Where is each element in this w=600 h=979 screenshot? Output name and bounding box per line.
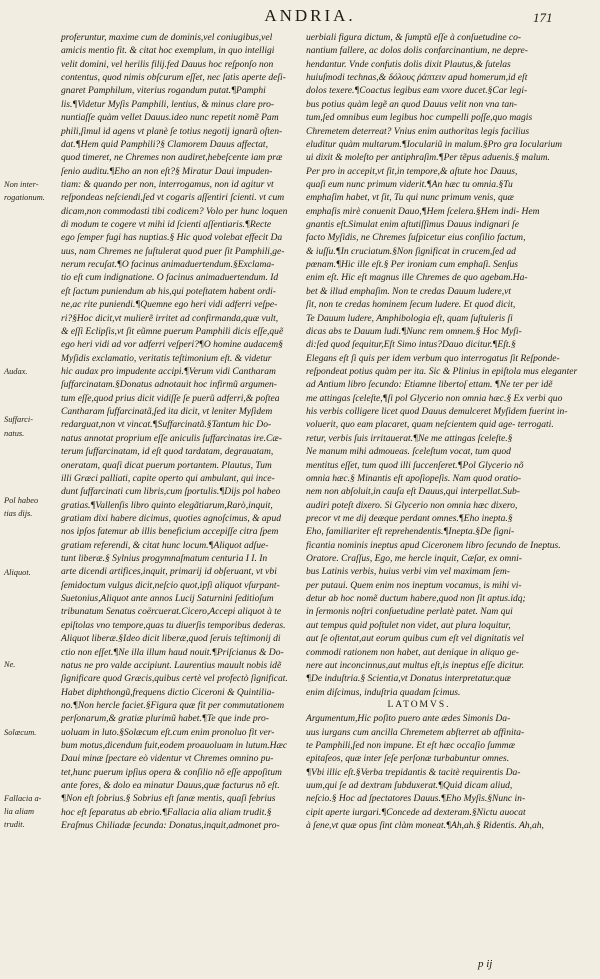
text-line: uoluam in luto.§Solæcum eſt.cum enim pronoluo fit ver-: [61, 726, 275, 738]
text-line: dunt ſuffarcinati cum libris,cum ſportulis.¶Dijs pol habeo: [61, 486, 281, 498]
text-line: neſcio.§ Hoc ad ſpectatores Dauus.¶Eho Myſis.§Nunc in-: [306, 793, 526, 805]
text-line: facto Myſidis, ne Chremes ſuſpicetur eius conſilio factum,: [306, 232, 526, 244]
text-line: Cantharam ſuffarcinatã,ſed ita dicit, vt leniter Myſidem: [61, 406, 273, 418]
margin-note: Solæcum.: [4, 728, 37, 738]
text-line: precor vt me dij deæque perdant omnes.¶Eho inepta.§: [306, 512, 513, 524]
text-line: natus ne pro valde accipiunt. Laurentius mauult nobis idẽ: [61, 659, 282, 671]
text-line: bet & illud emphaſim. Non te credas Dauum ludere,vt: [306, 285, 512, 297]
text-line: Habet diphthongũ,frequens dictio Ciceroni & Quintilia-: [61, 686, 275, 698]
text-line: ego ſemper fugi has nuptias.§ Hic quod volebat effecit Da: [61, 232, 283, 244]
margin-note: Suffarci-: [4, 415, 33, 425]
text-line: Oratore. Craſſus, Ego, me hercle inquit, Cæſar, ex omni-: [306, 553, 522, 565]
text-line: dat.¶Hem quid Pamphili?§ Clamorem Dauus affectat,: [61, 138, 268, 150]
page-number: 171: [533, 10, 553, 25]
running-title: ANDRIA.: [264, 6, 356, 25]
text-line: no.¶Non hercle faciet.§Figura quæ fit per commutationem: [61, 699, 285, 711]
text-line: lis.¶Videtur Myſis Pamphili, lentius, & minus clare pro-: [61, 98, 275, 110]
text-line: aut tempus quid poſtulet non videt, aut plura loquitur,: [306, 619, 511, 631]
text-line: epitaſeos, quæ inter ſeſe perſonæ turbabuntur omnes.: [306, 753, 510, 765]
text-line: perſonarum,& gratiæ plurimũ habet.¶Te que inde pro-: [61, 713, 269, 725]
text-line: Myſidis exclamatio, veritatis teſtimonium eſt. & videtur: [61, 352, 272, 364]
text-line: ſenio auditu.¶Eho an non eſt?§ Miratur Daui impuden-: [61, 165, 273, 177]
text-line: commodi rationem non habet, aut denique in aliquo ge-: [306, 646, 519, 658]
text-line: & eſſi Eclipſis,vt ſit eũmne puerum Pamphili dicis eſſe,quẽ: [61, 325, 284, 337]
text-line: epiſtolas vno tempore,quas tu diuerſis temporibus dederas.: [61, 619, 286, 631]
text-line: ſuffarcinatam.§Donatus adnotauit hoc infirmũ argumen-: [61, 379, 277, 391]
text-line: velit domini, vel herilis filij.fed Dauus hoc reſponſo non: [61, 58, 274, 70]
section-heading: LATOMVS.: [387, 699, 451, 710]
text-line: Elegans eſt ſi quis per idem verbum quo interrogatus ſit Reſponde-: [306, 352, 560, 364]
text-line: redarguat,non vt vincat.¶Suffarcinatã.§Tantum hic Do-: [61, 419, 272, 431]
text-line: tiam: & quando per non, interrogamus, non id agitur vt: [61, 178, 274, 190]
text-line: nuntiaſſe quàm vellet Dauus.ideo nunc repetit nomẽ Pam: [61, 112, 279, 124]
text-line: enim eſt. Hic eſt magnus ille Chremes de quo agebam.Ha-: [306, 272, 528, 284]
text-line: voluerit, quo eam placaret, quam neſcientem quid age- terrogati.: [306, 419, 554, 431]
text-line: uus iurgans cum ancilla Chremetem abſterret ab affinita-: [306, 726, 525, 738]
text-line: eſt ſactum puniendum ab his,qui poteſtatem habent ordi-: [61, 285, 276, 297]
text-line: enim diſcimus, induſtria quadam ſcimus.: [306, 686, 461, 698]
right-text-column: [306, 31, 578, 833]
text-line: tio eſt cum indignatione. O facinus animaduertendum. Id: [61, 272, 279, 284]
text-line: uerbiali figura dictum, & ſumptũ eſſe à conſuetudine co-: [306, 32, 522, 43]
text-line: hendantur. Vnde confutis dolis dixit Plautus,& ſutelas: [306, 58, 511, 70]
text-line: detur ab hoc nomẽ ductum habere,quod non ſit aptus.idq;: [306, 593, 526, 605]
text-line: à ſene,vt quæ opus ſint clàm moneat.¶Ah,ah.§ Ridentis. Ah,ah,: [306, 820, 544, 832]
text-line: ficantia nominis ineptus apud Ciceronem libro ſecundo de Ineptus.: [306, 539, 561, 551]
text-line: natus annotat proprium eſſe aniculis ſuffarcinatas ire.Cæ-: [61, 432, 282, 444]
text-line: di:ſed quod ſequitur,Eſt Simo intus?Dauo dicitur.¶Eſt.§: [306, 339, 516, 351]
text-line: emphaſis mirè conuenit Dauo,¶Hem ſcelera.§Hem indi- Hem: [306, 205, 540, 217]
text-line: retur, verbis ſuis irritauerat.¶Ne me attingas ſceleſte.§: [306, 432, 513, 444]
text-line: tet,hunc puerum ipſius opera & conſilio nõ eſſe appoſitum: [61, 766, 282, 778]
margin-note: Aliquot.: [4, 567, 31, 577]
text-line: gratiam dixi habere dicimus, quoties agnoſcimus, & apud: [61, 512, 282, 524]
text-line: hic audax pro impudente accipi.¶Verum vidi Cantharam: [61, 365, 276, 377]
text-line: his verbis colligere licet quod Dauus demulceret Myſidem fuerint in-: [306, 406, 568, 418]
margin-note: Ne.: [4, 660, 16, 670]
text-line: gnantis eſt.Simulat enim aſtutiſſimus Dauus indignari ſe: [306, 219, 519, 231]
text-line: uus, nam Chremes ne ſuſtulerat quod puer ſit Pamphili,ge-: [61, 245, 285, 257]
text-line: bus potius quàm legẽ an quod Dauus velit non vna tan-: [306, 98, 518, 110]
text-line: proferuntur, maxime cum de dominis,vel coniugibus,vel: [61, 32, 273, 43]
text-line: dolos texere.¶Coactus legibus eam vxore ducet.§Car legi-: [306, 85, 528, 97]
text-line: audiri poteſt dixero. Si Glycerio non omnia hæc dixero,: [306, 499, 518, 511]
text-line: nere aut inconcinnus,aut multus eſt,is ineptus eſſe dicitur.: [306, 659, 525, 671]
text-line: amicis mentio fit. & citat hoc exemplum, in quo intelligi: [61, 45, 275, 57]
text-line: tunt liberæ.§ Sylnius progymnaſmatum centuria I I. In: [61, 553, 268, 565]
text-line: contentus, quod nimis obſcurum eſſet, nec ſatis aperte deſi-: [61, 72, 286, 84]
text-line: oneratam, quaſi dicat puerum portantem. Plautus, Tum: [61, 459, 272, 471]
text-line: huiuſmodi technas,& δόλους ῥάπτειν apud homerum,id eſt: [306, 72, 528, 84]
text-line: quaſi eum nunc primum viderit.¶An hæc tu omnia.§Tu: [306, 178, 513, 190]
text-line: ¶Vbi illic eſt.§Verba trepidantis & tacitè requirentis Da-: [306, 766, 521, 778]
text-line: ctio non eſſet.¶Ne illa illum haud nouit.¶Priſcianus & Do-: [61, 646, 284, 658]
text-line: emphaſim habet, vt ſit, Tu qui nunc primum venis, quæ: [306, 192, 514, 204]
text-line: terum ſuffarcinatam, id eſt quod tardatam, degrauatam,: [61, 446, 274, 458]
text-line: Chremetem deterreat? Vnius enim authoritas legis facilius: [306, 125, 530, 137]
text-line: illi Græci palliati, capite operto qui ambulant, qui ince-: [61, 472, 275, 484]
text-line: in ſermonis noſtri conſuetudine perlatè patet. Nam qui: [306, 606, 513, 618]
text-line: dicas abs te Dauum ludi.¶Nunc rem omnem.§ Hoc Myſi-: [306, 325, 522, 337]
text-line: ¶Non eſt ſobrius.§ Sobrius eſt ſanæ mentis, quaſi febrius: [61, 793, 276, 805]
text-line: nerum recuſat.¶O facinus animaduertendum.§Exclama-: [61, 259, 275, 271]
text-line: Te Dauum ludere, Amphibologia eſt, quam ſuſtuleris ſi: [306, 312, 513, 324]
signature-mark: p ij: [478, 958, 493, 970]
text-line: dicam,non commodasti tibi codicem? Volo per hunc loquen: [61, 205, 288, 217]
text-line: nos ipſos fatemur ab illis beneficium accepiſſe citra ſpem: [61, 526, 279, 538]
text-line: ne,ac rite puniendi.¶Quemne ego heri vidi adferri veſpe-: [61, 299, 278, 311]
text-line: arte dicendi artifices,inquit, primarij id obſeruant, vt vbi: [61, 566, 277, 578]
margin-note: trudit.: [4, 820, 25, 830]
text-line: eluditur quàm multarum.¶Ioculariũ in malum.§Pro gra Iocularium: [306, 138, 563, 150]
margin-note: lia aliam: [4, 807, 35, 817]
text-line: reſpondeas neſciendi,ſed vt cogaris aſſentiri ſcienti. vt cum: [61, 192, 285, 204]
text-line: ante fores, & dolo ea minatur Dauus,quæ facturus nõ eſt.: [61, 780, 280, 792]
text-line: di modum te cogere vt mihi id ſcienti aſſentiaris.¶Recte: [61, 219, 272, 231]
text-line: Eraſmus Chiliadæ ſecunda: Donatus,inquit,admonet pro-: [61, 820, 280, 832]
text-line: me attingas ſceleſte,¶ſi pol Glycerio non omnia hæc.§ Ex verbi quo: [306, 392, 563, 404]
text-line: ri?§Hoc dicit,vt mulierẽ irritet ad confirmanda,quæ vult,: [61, 312, 279, 324]
text-line: hoc eſt ſeparatus ab ebrio.¶Fallacia alia aliam trudit.§: [61, 806, 272, 818]
text-line: Ne manum mihi admoueas. ſceleſtum vocat, tum quod: [306, 446, 511, 458]
text-line: Eho, familiariter eſt reprehendentis.¶Inepta.§De ſigni-: [306, 526, 515, 538]
text-line: tum,ſed omnibus eum legibus hoc cumpelli poſſe,quo magis: [306, 112, 533, 124]
text-line: Daui minæ ſpectare eò videntur vt Chremes omnino pu-: [61, 753, 274, 765]
margin-note: natus.: [4, 428, 25, 438]
text-line: ¶De induſtria.§ Scientia,vt Donatus interpretatur.quæ: [306, 673, 511, 685]
margin-note: Fallacia a-: [4, 793, 42, 803]
text-line: ui dixit & moleſto per antiphraſim.¶Per tẽpus aduenis.§ malum.: [306, 152, 550, 164]
text-line: Suetonius,Aliquot ante annos Lucij Saturnini ſeditioſum: [61, 593, 274, 605]
text-line: reſpondeat potius quàm per ita. Sic & Plinius in epiſtola mus eleganter: [306, 365, 578, 377]
text-line: phili,ſimul id agens vt planè ſe totius negotij ignarũ oſten-: [61, 125, 283, 137]
text-line: nantium fallere, ac dolos dolis confarcinantium, ne depre-: [306, 45, 528, 57]
text-line: & iuſſu.¶In cruciatum.§Non ſignificat in crucem,ſed ad: [306, 245, 516, 257]
text-line: aut ſe oſtentat,aut eorum quibus cum eſt vel dignitatis vel: [306, 633, 524, 645]
text-line: mentitus eſſet, tum quod illi ſuccenſeret.¶Pol Glycerio nõ: [306, 459, 524, 471]
text-line: quod timeret, ne Chremes non audiret,hebeſcente iam præ: [61, 152, 283, 164]
text-line: Argumentum,Hic poſito puero ante ædes Simonis Da-: [306, 713, 511, 725]
text-line: gnaret Pamphilum, viterius rogandum putat.¶Pamphi: [61, 85, 266, 97]
text-line: tum eſſe,quod prius dicit vidiſſe ſe puerũ adferri,& poſtea: [61, 392, 280, 404]
margin-note: tias dijs.: [4, 508, 33, 518]
text-line: nem non abſoluit,in cauſa eſt Dauus,qui interpellat.Sub-: [306, 486, 520, 498]
text-line: pœnam.¶Hic ille eſt.§ Per ironiam cum emphaſi. Senſus: [306, 259, 518, 271]
text-line: uum,qui ſe ad dextram ſubduxerat.¶Quid dicam aliud,: [306, 780, 513, 792]
text-line: per putaui. Quem enim nos ineptum vocamus, is mihi vi-: [306, 579, 522, 591]
text-line: gratias.¶Vallenſis libro quinto elegãtiarum,Rarò,inquit,: [61, 499, 273, 511]
left-text-column: [61, 31, 299, 833]
text-line: gratiam referendi, & citat hunc locum.¶Aliquot adſue-: [61, 539, 269, 551]
margin-note: rogationum.: [4, 193, 45, 203]
text-line: te Pamphili,ſed non impune. Et eſt hæc occaſio ſummæ: [306, 740, 515, 752]
text-line: ſemidoctum vulgus dicit,neſcio quot,ipſi aliquot vſurpant-: [61, 579, 280, 591]
text-line: Per pro in accepit,vt ſit,in tempore,& aſtute hoc Dauus,: [306, 165, 518, 177]
text-line: Aliquot liberæ.§Ideo dicit liberæ,quod ſeruis teſtimonij di: [61, 633, 281, 645]
text-line: ad Antium libro ſecundo: Etiamne libertoſ ettam. ¶Ne ter per idẽ: [306, 379, 553, 391]
text-line: tribunatum Senatus coërcuerat.Cicero,Accepi aliquot à te: [61, 606, 282, 618]
text-line: omnia hæc.§ Minantis eſt apoſiopeſis. Nam quod oratio-: [306, 472, 522, 484]
text-line: ego heri vidi ad vor adferri veſperi?¶O homine audacem§: [61, 339, 283, 351]
margin-note: Pol habeo: [4, 495, 39, 505]
margin-note: Audax.: [4, 367, 28, 377]
text-line: bum motus,dicendum fuit,eodem proauoluam in lutum.Hæc: [61, 740, 288, 752]
text-line: bus Latinis verbis, huius verbi vim vel maximam ſem-: [306, 566, 510, 578]
text-line: cipit aperte iurgari.¶Concede ad dexteram.§Nictu auocat: [306, 806, 526, 818]
text-line: ſignificare quod Græcis,quibus certè vel profectò ſignificat.: [61, 673, 288, 685]
margin-note: Non inter-: [4, 180, 39, 190]
text-line: ſit, non te credas hominem ſecum ludere. Et quod dicit,: [306, 299, 516, 311]
